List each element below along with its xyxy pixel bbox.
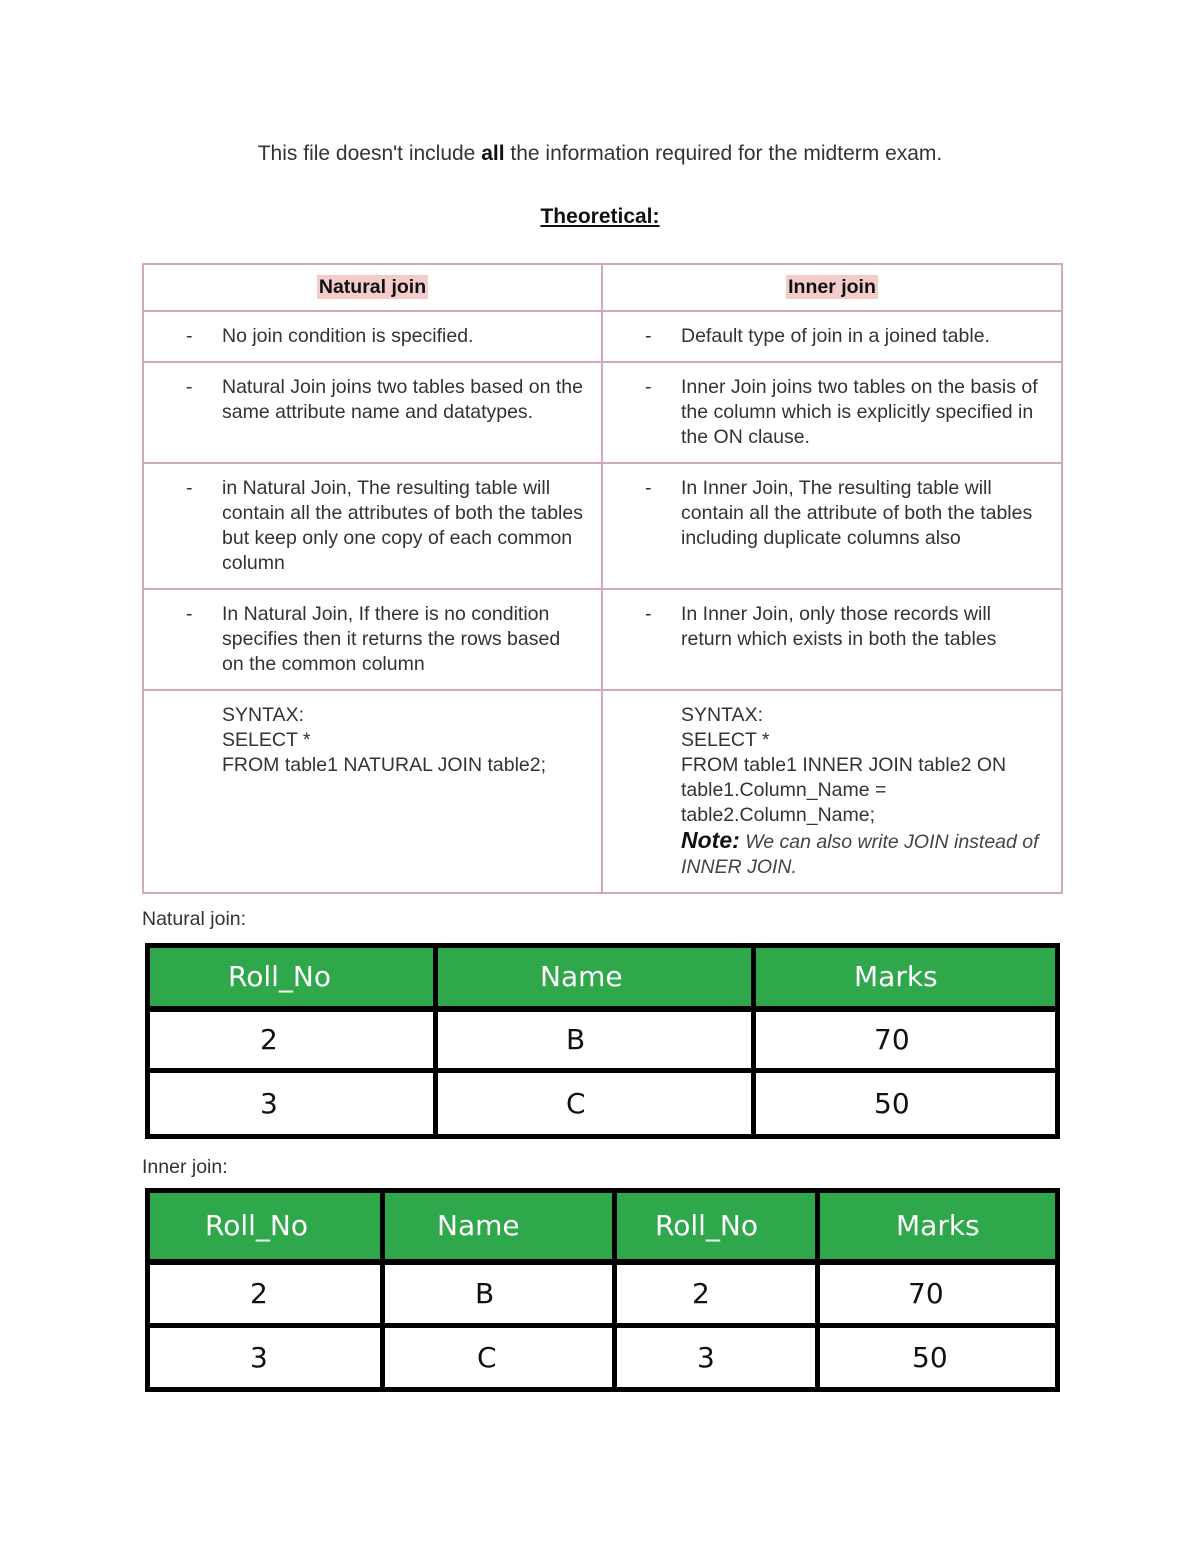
natural-join-table bbox=[145, 943, 1060, 1139]
natural-join-label: Natural join: bbox=[142, 908, 247, 930]
syntax-line: SYNTAX: bbox=[681, 704, 763, 726]
col-name: Name bbox=[383, 1191, 615, 1262]
cell-name: B bbox=[383, 1262, 615, 1326]
point-text: Inner Join joins two tables on the basis of the column which is explicitly specified in the ON clause. bbox=[681, 376, 1038, 448]
natural-join-syntax bbox=[143, 690, 602, 893]
col-roll-no: Roll_No bbox=[148, 946, 436, 1009]
bullet-dash: - bbox=[186, 325, 193, 347]
syntax-line: FROM table1 NATURAL JOIN table2; bbox=[222, 754, 547, 776]
natural-row bbox=[148, 1009, 1058, 1071]
cell-roll-no-2: 2 bbox=[615, 1262, 818, 1326]
comparison-header-row bbox=[143, 264, 1062, 311]
cell-marks: 50 bbox=[818, 1326, 1058, 1390]
col-roll-no: Roll_No bbox=[148, 1191, 383, 1262]
intro-text: This file doesn't include bbox=[257, 142, 482, 165]
col-roll-no-2: Roll_No bbox=[615, 1191, 818, 1262]
point-text: Default type of join in a joined table. bbox=[681, 325, 990, 347]
cell-roll-no: 3 bbox=[148, 1071, 436, 1137]
bullet-dash: - bbox=[645, 376, 652, 398]
point-text: In Inner Join, only those records will return which exists in both the tables bbox=[681, 603, 997, 650]
syntax-note bbox=[681, 828, 1047, 880]
section-heading: Theoretical: bbox=[540, 205, 660, 228]
cell-marks: 70 bbox=[754, 1009, 1058, 1071]
natural-join-point bbox=[143, 362, 602, 463]
cell-name: B bbox=[436, 1009, 754, 1071]
natural-join-point bbox=[143, 311, 602, 362]
comparison-row bbox=[143, 362, 1062, 463]
point-text: Natural Join joins two tables based on the same attribute name and datatypes. bbox=[222, 376, 583, 423]
bullet-dash: - bbox=[186, 477, 193, 499]
syntax-row bbox=[143, 690, 1062, 893]
bullet-dash: - bbox=[645, 477, 652, 499]
note-text: We can also write JOIN instead of INNER JOIN. bbox=[681, 831, 1039, 878]
inner-join-point bbox=[602, 589, 1062, 690]
point-text: In Inner Join, The resulting table will contain all the attribute of both the tables including duplicate columns also bbox=[681, 477, 1033, 549]
cell-roll-no-2: 3 bbox=[615, 1326, 818, 1390]
syntax-line: SELECT * bbox=[222, 729, 311, 751]
cell-name: C bbox=[383, 1326, 615, 1390]
col-name: Name bbox=[436, 946, 754, 1009]
inner-join-point bbox=[602, 362, 1062, 463]
header-label: Natural join bbox=[318, 276, 427, 298]
comparison-row bbox=[143, 589, 1062, 690]
bullet-dash: - bbox=[186, 376, 193, 398]
inner-row bbox=[148, 1262, 1058, 1326]
col-marks: Marks bbox=[754, 946, 1058, 1009]
inner-row bbox=[148, 1326, 1058, 1390]
inner-join-syntax bbox=[602, 690, 1062, 893]
header-label: Inner join bbox=[788, 276, 876, 298]
intro-emphasis: all bbox=[481, 142, 505, 165]
cell-roll-no: 2 bbox=[148, 1009, 436, 1071]
inner-join-table bbox=[145, 1188, 1060, 1392]
comparison-row bbox=[143, 311, 1062, 362]
bullet-dash: - bbox=[645, 325, 652, 347]
header-inner-join bbox=[602, 264, 1062, 311]
cell-marks: 50 bbox=[754, 1071, 1058, 1137]
intro-text-end: the information required for the midterm exam. bbox=[504, 142, 943, 165]
comparison-table bbox=[142, 263, 1063, 894]
syntax-line: FROM table1 INNER JOIN table2 ON table1.Column_Name = table2.Column_Name; bbox=[681, 754, 1007, 826]
cell-roll-no: 3 bbox=[148, 1326, 383, 1390]
bullet-dash: - bbox=[186, 603, 193, 625]
syntax-line: SYNTAX: bbox=[222, 704, 304, 726]
point-text: No join condition is specified. bbox=[222, 325, 474, 347]
header-natural-join bbox=[143, 264, 602, 311]
point-text: In Natural Join, If there is no condition specifies then it returns the rows based on the common column bbox=[222, 603, 561, 675]
inner-header-row bbox=[148, 1191, 1058, 1262]
comparison-row bbox=[143, 463, 1062, 589]
note-label: Note: bbox=[681, 827, 740, 853]
natural-join-point bbox=[143, 463, 602, 589]
inner-join-point bbox=[602, 463, 1062, 589]
bullet-dash: - bbox=[645, 603, 652, 625]
natural-row bbox=[148, 1071, 1058, 1137]
intro-note bbox=[0, 142, 1200, 166]
cell-roll-no: 2 bbox=[148, 1262, 383, 1326]
inner-join-point bbox=[602, 311, 1062, 362]
cell-name: C bbox=[436, 1071, 754, 1137]
cell-marks: 70 bbox=[818, 1262, 1058, 1326]
inner-join-label: Inner join: bbox=[142, 1156, 228, 1178]
syntax-line: SELECT * bbox=[681, 729, 770, 751]
natural-join-point bbox=[143, 589, 602, 690]
col-marks: Marks bbox=[818, 1191, 1058, 1262]
natural-header-row bbox=[148, 946, 1058, 1009]
point-text: in Natural Join, The resulting table will contain all the attributes of both the tables but keep only one copy of each common column bbox=[222, 477, 583, 574]
